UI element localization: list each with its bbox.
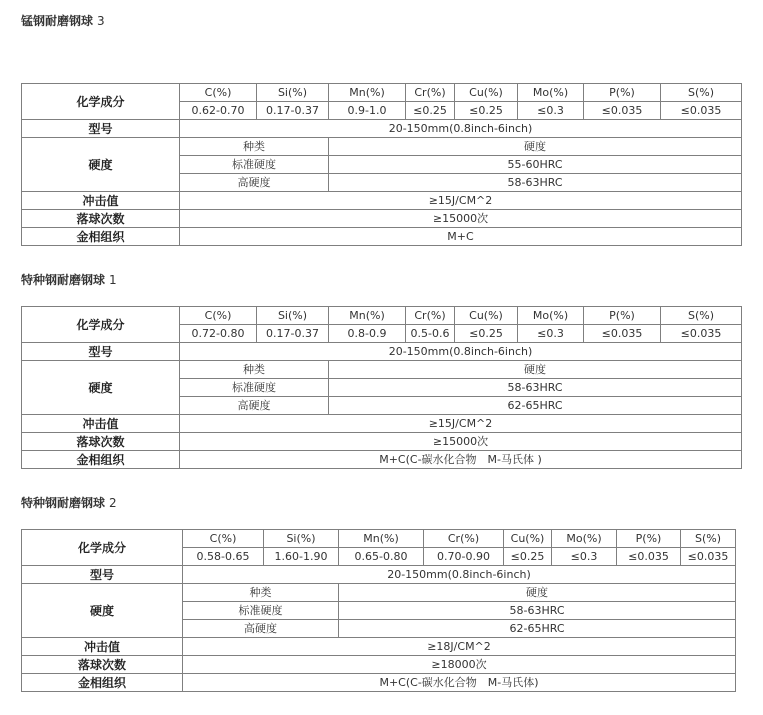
element-value: ≤0.035: [681, 548, 736, 566]
section-title-number: 3: [97, 14, 105, 28]
element-header: C(%): [180, 307, 257, 325]
element-header: S(%): [661, 84, 742, 102]
element-header: Mo(%): [518, 307, 584, 325]
standard-hardness-label: 标准硬度: [183, 602, 339, 620]
structure-label: 金相组织: [22, 228, 180, 246]
impact-row: [22, 192, 742, 210]
impact-value: ≥15J/CM^2: [180, 192, 742, 210]
element-value: ≤0.25: [504, 548, 552, 566]
model-value: 20-150mm(0.8inch-6inch): [180, 343, 742, 361]
model-label: 型号: [22, 120, 180, 138]
drop-count-label: 落球次数: [22, 210, 180, 228]
impact-label: 冲击值: [22, 415, 180, 433]
element-header: C(%): [180, 84, 257, 102]
hardness-column-label: 硬度: [339, 584, 736, 602]
element-value: 0.72-0.80: [180, 325, 257, 343]
kind-label: 种类: [180, 138, 329, 156]
section-title-text: 锰钢耐磨钢球: [21, 14, 94, 28]
structure-value: M+C(C-碳水化合物 M-马氏体 ): [180, 451, 742, 469]
element-value: 0.8-0.9: [329, 325, 406, 343]
element-header: Cu(%): [504, 530, 552, 548]
drop-count-value: ≥18000次: [183, 656, 736, 674]
element-header: C(%): [183, 530, 264, 548]
element-value: 0.5-0.6: [406, 325, 455, 343]
model-value: 20-150mm(0.8inch-6inch): [180, 120, 742, 138]
drop-count-row: [22, 656, 736, 674]
impact-value: ≥18J/CM^2: [183, 638, 736, 656]
element-value: ≤0.035: [661, 102, 742, 120]
element-header-row: [22, 307, 742, 325]
element-header-row: [22, 84, 742, 102]
kind-label: 种类: [183, 584, 339, 602]
element-header: Mn(%): [339, 530, 424, 548]
element-value: 0.58-0.65: [183, 548, 264, 566]
model-value: 20-150mm(0.8inch-6inch): [183, 566, 736, 584]
structure-value: M+C(C-碳水化合物 M-马氏体): [183, 674, 736, 692]
drop-count-row: [22, 433, 742, 451]
element-header: P(%): [617, 530, 681, 548]
element-header: Cr(%): [406, 84, 455, 102]
section-title-number: 1: [109, 273, 117, 287]
standard-hardness-value: 58-63HRC: [339, 602, 736, 620]
element-header: Mo(%): [552, 530, 617, 548]
section-title: [21, 273, 117, 287]
structure-label: 金相组织: [22, 451, 180, 469]
hardness-label: 硬度: [22, 361, 180, 415]
hardness-header-row: [22, 138, 742, 156]
element-header: Cu(%): [455, 84, 518, 102]
element-value: ≤0.25: [406, 102, 455, 120]
model-row: [22, 566, 736, 584]
section-title-text: 特种钢耐磨钢球: [21, 273, 106, 287]
element-header: Mo(%): [518, 84, 584, 102]
composition-label: 化学成分: [22, 84, 180, 120]
element-value: ≤0.3: [552, 548, 617, 566]
drop-count-label: 落球次数: [22, 656, 183, 674]
hardness-header-row: [22, 361, 742, 379]
drop-count-row: [22, 210, 742, 228]
element-header: P(%): [584, 84, 661, 102]
model-row: [22, 120, 742, 138]
impact-row: [22, 638, 736, 656]
impact-value: ≥15J/CM^2: [180, 415, 742, 433]
element-value: 0.62-0.70: [180, 102, 257, 120]
hardness-label: 硬度: [22, 584, 183, 638]
standard-hardness-label: 标准硬度: [180, 156, 329, 174]
hardness-column-label: 硬度: [329, 138, 742, 156]
element-value: ≤0.3: [518, 325, 584, 343]
section-title: [21, 14, 105, 28]
structure-label: 金相组织: [22, 674, 183, 692]
model-label: 型号: [22, 343, 180, 361]
element-header: Si(%): [264, 530, 339, 548]
element-value: 0.65-0.80: [339, 548, 424, 566]
element-value: ≤0.035: [584, 102, 661, 120]
element-header: S(%): [681, 530, 736, 548]
element-header-row: [22, 530, 736, 548]
section-title-number: 2: [109, 496, 117, 510]
structure-row: [22, 674, 736, 692]
impact-row: [22, 415, 742, 433]
standard-hardness-value: 55-60HRC: [329, 156, 742, 174]
spec-table: [21, 306, 742, 469]
hardness-label: 硬度: [22, 138, 180, 192]
spec-table: [21, 529, 736, 692]
model-row: [22, 343, 742, 361]
impact-label: 冲击值: [22, 638, 183, 656]
high-hardness-value: 62-65HRC: [339, 620, 736, 638]
element-header: P(%): [584, 307, 661, 325]
structure-row: [22, 451, 742, 469]
element-header: Si(%): [257, 307, 329, 325]
standard-hardness-value: 58-63HRC: [329, 379, 742, 397]
element-value: 0.70-0.90: [424, 548, 504, 566]
element-header: Mn(%): [329, 84, 406, 102]
element-value: 0.17-0.37: [257, 325, 329, 343]
element-header: Mn(%): [329, 307, 406, 325]
drop-count-value: ≥15000次: [180, 433, 742, 451]
drop-count-value: ≥15000次: [180, 210, 742, 228]
high-hardness-label: 高硬度: [183, 620, 339, 638]
element-value: 0.9-1.0: [329, 102, 406, 120]
hardness-header-row: [22, 584, 736, 602]
section-title: [21, 496, 117, 510]
element-header: Cr(%): [406, 307, 455, 325]
element-value: ≤0.3: [518, 102, 584, 120]
element-header: Cr(%): [424, 530, 504, 548]
element-value: ≤0.035: [661, 325, 742, 343]
element-value: ≤0.035: [617, 548, 681, 566]
element-value: 0.17-0.37: [257, 102, 329, 120]
high-hardness-value: 62-65HRC: [329, 397, 742, 415]
spec-table: [21, 83, 742, 246]
drop-count-label: 落球次数: [22, 433, 180, 451]
element-value: ≤0.25: [455, 325, 518, 343]
element-value: 1.60-1.90: [264, 548, 339, 566]
high-hardness-label: 高硬度: [180, 397, 329, 415]
element-header: Si(%): [257, 84, 329, 102]
element-header: Cu(%): [455, 307, 518, 325]
section-title-text: 特种钢耐磨钢球: [21, 496, 106, 510]
high-hardness-value: 58-63HRC: [329, 174, 742, 192]
kind-label: 种类: [180, 361, 329, 379]
standard-hardness-label: 标准硬度: [180, 379, 329, 397]
high-hardness-label: 高硬度: [180, 174, 329, 192]
composition-label: 化学成分: [22, 307, 180, 343]
element-value: ≤0.035: [584, 325, 661, 343]
structure-value: M+C: [180, 228, 742, 246]
element-header: S(%): [661, 307, 742, 325]
structure-row: [22, 228, 742, 246]
hardness-column-label: 硬度: [329, 361, 742, 379]
impact-label: 冲击值: [22, 192, 180, 210]
composition-label: 化学成分: [22, 530, 183, 566]
model-label: 型号: [22, 566, 183, 584]
element-value: ≤0.25: [455, 102, 518, 120]
